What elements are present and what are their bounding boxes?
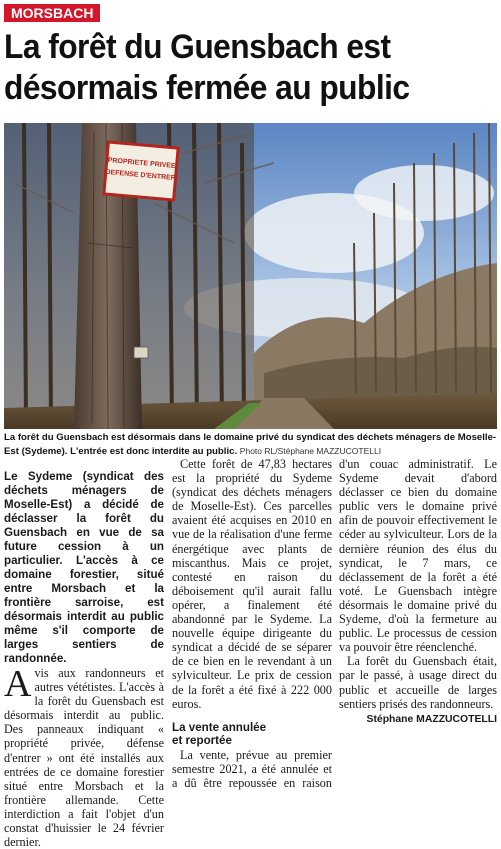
headline-line-1: La forêt du Guensbach est: [4, 28, 391, 66]
sign-line-1: PROPRIETE PRIVEE: [107, 157, 176, 170]
article-paragraph-3: La vente, prévue au premier semestre 2021, a été annulée et a dû être repoussée en raison: [172, 747, 332, 790]
small-plaque: [134, 347, 148, 358]
article-paragraph-1: [4, 663, 164, 849]
article-paragraph-4: La forêt du Guensbach était, par le passé, à usage direct du public et accueille de larges sentiers prisés des randonneurs.: [339, 654, 497, 711]
private-property-sign: [104, 142, 179, 200]
headline: [4, 27, 460, 109]
article-column-2: [172, 457, 332, 790]
drop-cap: A: [4, 663, 32, 705]
forest-photo-illustration: [4, 123, 497, 429]
caption-text: La forêt du Guensbach est désormais dans le domaine privé du syndicat des déchets ménagers de Moselle-Est (Sydeme). L'entrée est donc interdite au public.: [4, 432, 497, 457]
article-column-1: [4, 470, 164, 849]
article-paragraph-3-continued: d'un couac administratif. Le Sydeme devait d'abord déclasser ce bien du domaine public vers le domaine privé afin de pouvoir effectivement le céder au sylviculteur. Lors de la dernière réunion des élus du syndicat, le 7 mars, ce déclassement de la forêt a été voté. Le Guensbach intègre désormais le domaine privé du Sydeme, d'où la fermeture au public. Le processus de cession va pouvoir être réenclenché.: [339, 457, 497, 655]
subhead-line-1: La vente annulée: [172, 720, 267, 734]
article-lead: Le Sydeme (syndicat des déchets ménagers de Moselle-Est) a décidé de déclasser la forêt du Guensbach en vue de sa future cession à un particulier. L'accès à ce domaine forestier, situé entre Morsbach et la frontière sarroise, est désormais interdit au public même s'il comporte de larges sentiers de randonnée.: [4, 470, 164, 665]
article-subhead: [172, 721, 332, 747]
paragraph-1-text: vis aux randonneurs et autres vététistes. L'accès à la forêt du Guensbach est désormais interdit au public. Des panneaux indiquant « propriété privée, défense d'entrer » ont été installés aux entrées de ce domaine forestier situé entre Morsbach et la frontière allemande. Cette interdiction a fait l'objet d'un constat d'huissier le 24 février dernier.: [4, 666, 164, 849]
headline-line-2: désormais fermée au public: [4, 69, 410, 107]
photo-credit: Photo RL/Stéphane MAZZUCOTELLI: [239, 445, 382, 456]
photo-caption: [4, 432, 497, 458]
section-tag: MORSBACH: [4, 4, 100, 22]
article-photo: [4, 123, 497, 429]
article-column-3: [339, 457, 497, 727]
subhead-line-2: et reportée: [172, 733, 232, 747]
sign-line-2: DEFENSE D'ENTRER: [105, 168, 177, 183]
author-signature: Stéphane MAZZUCOTELLI: [366, 713, 497, 725]
article-paragraph-2: Cette forêt de 47,83 hectares est la propriété du Sydeme (syndicat des déchets ménagers de Moselle-Est). Ces parcelles avaient été acquises en 2010 en vue de la réalisation d'une ferme énergétique avec plants de miscanthus. Mais ce projet, contesté en raison du déboisement qu'il aurait fallu opérer, a finalement été abandonné par le Sydeme. La nouvelle équipe dirigeante du syndicat a décidé de se séparer de ce bien en le revendant à un sylviculteur. Le prix de cession de la forêt a été fixé à 222 000 euros.: [172, 457, 332, 711]
